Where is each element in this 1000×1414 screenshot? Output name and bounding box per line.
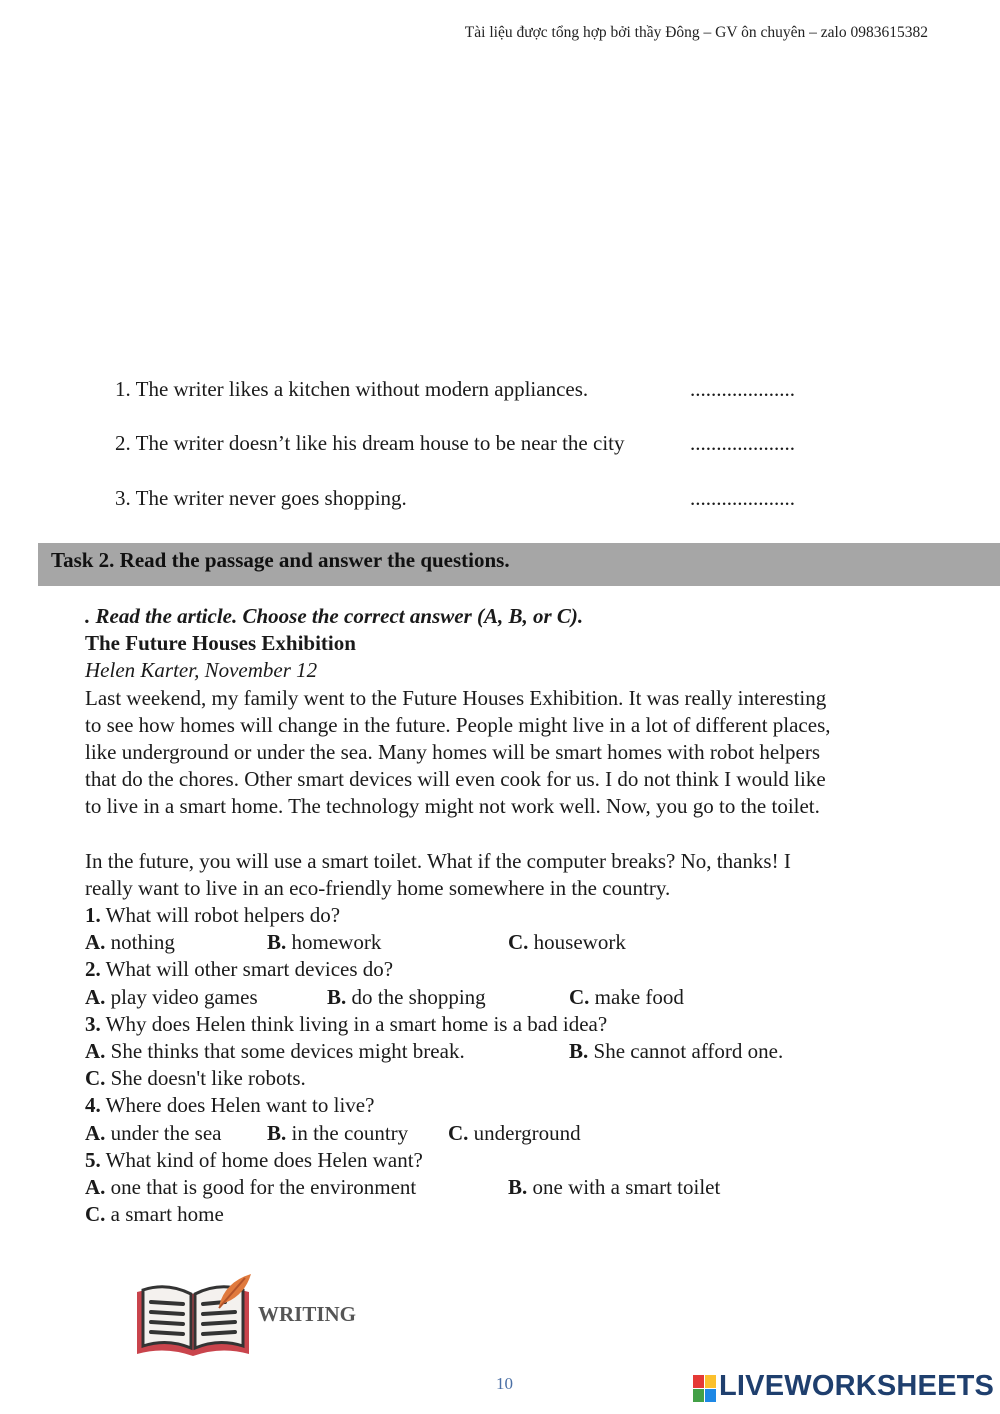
article-byline: Helen Karter, November 12 xyxy=(85,658,318,683)
options-row xyxy=(85,1065,945,1092)
reading-section xyxy=(85,603,945,1228)
option-1b[interactable]: B. homework xyxy=(267,930,382,955)
article-line: Last weekend, my family went to the Future Houses Exhibition. It was really interesting xyxy=(85,685,827,710)
article-line: to live in a smart home. The technology might not work well. Now, you go to the toilet. xyxy=(85,794,820,819)
question-number: 4. xyxy=(85,1093,101,1118)
question-number: 5. xyxy=(85,1147,101,1172)
page-number: 10 xyxy=(496,1374,513,1393)
question-3 xyxy=(85,1011,945,1038)
question-text: What kind of home does Helen want? xyxy=(105,1147,423,1172)
question-number: 2. xyxy=(85,957,101,982)
options-row xyxy=(85,1174,945,1201)
option-3b[interactable]: B. She cannot afford one. xyxy=(569,1039,784,1064)
option-3c[interactable]: C. She doesn't like robots. xyxy=(85,1066,306,1091)
options-row xyxy=(85,929,945,956)
answer-blank-3[interactable]: .................... xyxy=(690,486,795,510)
question-text: Where does Helen want to live? xyxy=(105,1093,375,1118)
question-text: What will other smart devices do? xyxy=(105,957,394,982)
option-5a[interactable]: A. one that is good for the environment xyxy=(85,1174,417,1199)
option-1a[interactable]: A. nothing xyxy=(85,930,175,955)
live-blocks-icon xyxy=(693,1375,717,1403)
option-3a[interactable]: A. She thinks that some devices might break. xyxy=(85,1039,465,1064)
option-5b[interactable]: B. one with a smart toilet xyxy=(508,1174,721,1199)
option-2a[interactable]: A. play video games xyxy=(85,984,258,1009)
options-row xyxy=(85,1120,945,1147)
options-row xyxy=(85,984,945,1011)
question-text: What will robot helpers do? xyxy=(105,903,341,928)
option-4b[interactable]: B. in the country xyxy=(267,1120,409,1145)
open-book-with-quill-icon xyxy=(133,1272,255,1362)
answer-blank-2[interactable]: .................... xyxy=(690,431,795,455)
question-5 xyxy=(85,1147,945,1174)
option-4a[interactable]: A. under the sea xyxy=(85,1120,222,1145)
article-title: The Future Houses Exhibition xyxy=(85,631,356,656)
options-row xyxy=(85,1201,945,1228)
question-number: 3. xyxy=(85,1011,101,1036)
options-row xyxy=(85,1038,945,1065)
article-line: to see how homes will change in the future. People might live in a lot of different places, xyxy=(85,712,831,737)
task-2-banner xyxy=(38,543,1000,586)
question-2 xyxy=(85,956,945,983)
brand-name: LIVEWORKSHEETS xyxy=(719,1370,995,1402)
question-number: 1. xyxy=(85,903,101,928)
question-4 xyxy=(85,1092,945,1119)
article-line: In the future, you will use a smart toilet. What if the computer breaks? No, thanks! I xyxy=(85,848,791,873)
instruction: . Read the article. Choose the correct answer (A, B, or C). xyxy=(85,604,584,628)
statement-2: 2. The writer doesn’t like his dream house to be near the city xyxy=(115,431,625,455)
task-2-title: Task 2. Read the passage and answer the questions. xyxy=(51,548,510,572)
option-1c[interactable]: C. housework xyxy=(508,930,626,955)
option-4c[interactable]: C. underground xyxy=(448,1120,581,1145)
page-header: Tài liệu được tổng hợp bởi thầy Đông – GV ôn chuyên – zalo 0983615382 xyxy=(464,24,928,41)
question-text: Why does Helen think living in a smart home is a bad idea? xyxy=(105,1011,608,1036)
statement-3: 3. The writer never goes shopping. xyxy=(115,486,407,510)
option-2b[interactable]: B. do the shopping xyxy=(327,984,486,1009)
article-line: really want to live in an eco-friendly home somewhere in the country. xyxy=(85,875,671,900)
option-5c[interactable]: C. a smart home xyxy=(85,1202,224,1227)
option-2c[interactable]: C. make food xyxy=(569,984,684,1009)
article-line: that do the chores. Other smart devices will even cook for us. I do not think I would like xyxy=(85,767,826,792)
statement-1: 1. The writer likes a kitchen without modern appliances. xyxy=(115,377,589,401)
article-line: like underground or under the sea. Many homes will be smart homes with robot helpers xyxy=(85,740,821,765)
answer-blank-1[interactable]: .................... xyxy=(690,377,795,401)
writing-heading: WRITING xyxy=(258,1302,357,1326)
question-1 xyxy=(85,902,945,929)
